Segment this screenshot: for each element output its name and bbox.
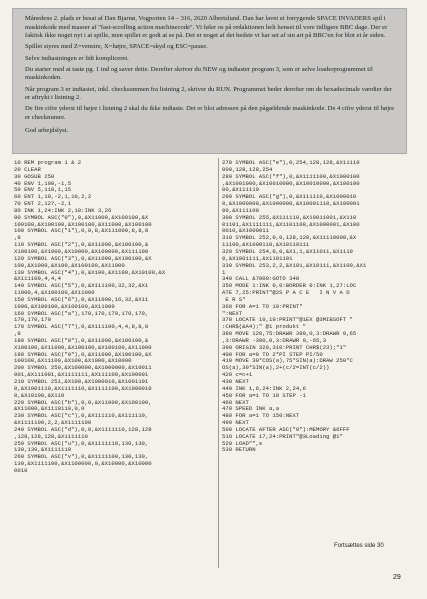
code-line: 210 SYMBOL 251,&X100,&X1000010,&X1001101 <box>14 378 149 385</box>
code-line: &X1111100,2,2,&X1111100 <box>14 419 92 427</box>
code-line: 350 MODE 1:INK 0,0:BORDER 0:INK 1,27:LOC <box>222 282 357 290</box>
code-line: 20 CLEAR <box>14 165 41 173</box>
code-line: 260 SYMBOL ASC("v"),0,&X1111100,130,130, <box>14 453 149 461</box>
code-line: 400 FOR a=0 TO 2*PI STEP PI/50 <box>222 350 323 358</box>
code-line: 0,&X1001110,&X1111110,&X1111100,&X1000010 <box>14 384 152 392</box>
code-line: 10 REM program 1 & 2 <box>14 159 82 166</box>
code-line: 290 SYMBOL ASC("g"),0,&X111110,&X1000010 <box>222 193 357 201</box>
column-divider <box>218 158 219 568</box>
code-line: &X111100,4,4,4 <box>14 275 61 283</box>
code-line: E R S" <box>222 295 246 303</box>
code-line: 420 c=c+1 <box>222 371 253 379</box>
code-line: ,8 <box>14 330 21 338</box>
listing-left-column <box>14 160 214 475</box>
code-line: 00,&X111110 <box>222 186 259 194</box>
code-line: 000,128,128,254 <box>222 165 273 173</box>
code-line: 160 SYMBOL ASC("a"),170,170,170,170,170, <box>14 309 149 317</box>
code-line: 410 MOVE 30*COS(a),75*SIN(a):DRAW 250*C <box>222 357 353 365</box>
code-line: 280 SYMBOL ASC("f"),0,&X1111100,&X1000100 <box>222 172 360 180</box>
code-line: 430 NEXT <box>222 378 249 385</box>
listing-right-column <box>222 160 422 454</box>
intro-paragraph: Selve indtastningen er lidt kompliceret. <box>25 54 129 62</box>
code-line: 360 FOR A=1 TO 19:PRINT" <box>222 302 303 310</box>
code-line: 240 SYMBOL ASC("d"),0,0,&X1111110,128,128 <box>14 425 152 433</box>
code-line: 330 SYMBOL 253,2,2,&X101,&X10111,&X1100,&X1 <box>222 261 367 269</box>
code-line: 320 SYMBOL 254,0,0,&X1,1,&X11011,&X1110 <box>222 247 353 255</box>
code-line: 0010 <box>14 466 28 474</box>
code-line: 100100,&X100100,&X100100,&X11000,&X100100 <box>14 220 152 228</box>
intro-box <box>12 8 407 154</box>
code-line: 220 SYMBOL ASC("b"),0,0,&X11000,&X100100, <box>14 398 152 406</box>
code-line: 60 ENT 1,10,-2,1,10,2,2 <box>14 193 92 201</box>
code-line: 0,&X1001111,&X1101101 <box>222 254 293 262</box>
code-line: 150 SYMBOL ASC("6"),0,&X11000,16,32,&X11 <box>14 295 149 303</box>
code-line: 370 LOCATE 10,19:PRINT"@1EX @3MIBSOFT " <box>222 316 353 324</box>
code-line: 480 FOR a=1 TO 150:NEXT <box>222 412 300 420</box>
code-line: 30 GOSUB 250 <box>14 172 55 180</box>
code-line: X100100,&X1000,&X10000,&X100000,&X111100 <box>14 247 149 255</box>
code-line: OS(a),30*SIN(a),2+(c/2=INT(c/2)) <box>222 364 330 372</box>
code-line: 100,&X1000,&X100,&X100100,&X11000 <box>14 261 125 269</box>
code-line: 230 SYMBOL ASC("c"),0,&X111110,&X111110, <box>14 412 149 420</box>
code-line: 100100,&X11100,&X100,&X1000,&X10000 <box>14 357 132 365</box>
intro-signoff: God arbejdslyst. <box>25 126 69 134</box>
code-line: 01101,&X1111111,&X1101100,&X1000001,&X100 <box>222 220 360 228</box>
code-line: 100 SYMBOL ASC("1"),0,8,8,&X111000,8,8,8 <box>14 227 149 235</box>
code-line: 11100,&X1000110,&X10110111 <box>222 241 310 249</box>
continues-note: Fortsættes side 30 <box>334 543 384 549</box>
code-line: 1000,&X100100,&X100100,&X11000 <box>14 302 115 310</box>
code-line: 450 FOR a=1 TO 10 STEP -1 <box>222 391 306 399</box>
code-line: 50 ENV 5,110,1,15 <box>14 186 72 194</box>
code-line: 200 SYMBOL 250,&X100000,&X1000000,&X10011 <box>14 364 152 372</box>
code-line: 190 SYMBOL ASC("9"),0,&X11000,&X100100,&X <box>14 350 152 358</box>
code-line: ,8 <box>14 234 21 242</box>
code-line: 90 SYMBOL ASC("0"),0,&X11000,&X100100,&X <box>14 213 149 221</box>
code-line: 1 <box>222 268 226 276</box>
code-line: 270 SYMBOL ASC("e"),0,254,128,128,&X11110 <box>222 159 360 166</box>
code-line: 80 INK 1,24:INK 2,18:INK 3,26 <box>14 206 112 214</box>
code-line: 500 LOCATE AFTER ASC("0"):MEMORY &6FFF <box>222 425 350 433</box>
code-line: 340 CALL &7000:GOTO 340 <box>222 275 300 283</box>
code-line: ,&X1001000,&X10010000,&X10010000,&X100100 <box>222 179 360 187</box>
intro-paragraph: Spillet styres med Z=venstre, X=højre, SPACE=skyd og ESC=pause. <box>25 43 208 51</box>
code-line: ATE 7,25:PRINT"@2S P A C E I N V A D <box>222 289 350 297</box>
code-line: 130 SYMBOL ASC("4"),0,&X100,&X1100,&X10100,&X <box>14 268 166 276</box>
code-line: X100100,&X11000,&X100100,&X100100,&X11000 <box>14 343 152 351</box>
code-line: 0010,&X1000011 <box>222 227 269 235</box>
intro-paragraph: Du starter med at taste pg. 1 ind og saver dette. Derefter skriver du NEW og indtaster program 3, som er selve loaderprogrammet til maskinkoden. <box>25 65 373 82</box>
code-line: 120 SYMBOL ASC("3"),0,&X11000,&X100100,&X <box>14 254 152 262</box>
intro-paragraph: De fire cifre yderst til højre i listning 2 skal du ikke indtaste. Det er blot adressen på den pågældende maskinkode. De 4 cifre yderst til højre er checknumre. <box>25 105 395 121</box>
code-line: 380 MOVE 120,75:DRAWR 390,0,3:DRAWR 0,65 <box>222 330 357 338</box>
code-line: :CHR$(&A4);" @1 produkt " <box>222 323 306 331</box>
code-line: 490 NEXT <box>222 419 249 427</box>
code-line: 0,&X1000000,&X1000000,&X10001110,&X100001 <box>222 200 360 208</box>
code-line: 470 SPEED INK a,a <box>222 405 280 413</box>
code-line: &X11000,&X1110110,0,0 <box>14 405 85 413</box>
code-line: 70 ENT 2,127,-2,1 <box>14 200 72 208</box>
code-line: 130,130,&X1111110 <box>14 446 72 454</box>
code-line: 110 SYMBOL ASC("2"),0,&X11000,&X100100,& <box>14 241 149 249</box>
code-line: 170,170,170 <box>14 316 51 324</box>
intro-paragraph: Når program 3 er indtastet, inkl. checksummen fra listning 2, skriver du RUN. Programmet beder derefter om de hexadecimale værdier der er aftrykt i listning 2. <box>25 85 392 102</box>
code-line: 510 LOCATE 17,24:PRINT"@3Loading @1" <box>222 432 343 440</box>
code-line: 00,&X111100 <box>222 206 259 214</box>
code-line: 460 NEXT <box>222 398 249 406</box>
code-line: 300 SYMBOL 255,&X111110,&X10011001,&X110 <box>222 213 357 221</box>
intro-paragraph: Månedens 2. plads er besat af Dan Bjarnø, Vogporten 14 – 316, 2620 Albertslund. Dan har lavet et forrygende SPACE INVADERS spil i maskinkode med masser af "fast-scrolling action machinecode". Vi føler os på redaktionen helt henset til vore tidligere BBC dage. Der er faktisk ikke noget nyt i at spille, men spillet er godt at se på. Det er noget af det bedste vi har set af sin art på BBC'en for blot et år siden. <box>25 15 388 40</box>
code-line: ,3:DRAWR -390,0,3:DRAWR 0,-65,3 <box>222 336 327 344</box>
code-line: 440 INK 1,6,24:INK 2,24,6 <box>222 384 306 392</box>
code-line: 390 ORIGIN 320,310:PRINT CHR$(23);"1" <box>222 343 347 351</box>
code-line: 520 LOAD"",s <box>222 439 263 447</box>
code-line: 250 SYMBOL ASC("u"),0,&X1111110,130,130, <box>14 439 149 447</box>
code-line: 40 ENV 1,100,-1,5 <box>14 179 72 187</box>
code-line: 530 RETURN <box>222 446 256 454</box>
page-number: 29 <box>393 574 401 581</box>
code-line: ,128,128,128,&X1111110 <box>14 432 88 440</box>
code-line: ":NEXT <box>222 309 243 317</box>
code-line: 001,&X111001,&X1111111,&X111100,&X100001 <box>14 371 149 379</box>
code-line: 170 SYMBOL ASC("7"),0,&X111100,4,4,8,8,8 <box>14 323 149 331</box>
code-line: 130,&X1111100,&X1100000,0,&X10000,&X10000 <box>14 460 152 468</box>
code-line: 140 SYMBOL ASC("5"),0,&X111100,32,32,&X1 <box>14 282 149 290</box>
code-line: 180 SYMBOL ASC("8"),0,&X11000,&X100100,& <box>14 336 149 344</box>
code-line: 0,&X10100,&X110 <box>14 391 65 399</box>
code-line: 11000,4,&X100100,&X11000 <box>14 289 95 297</box>
code-line: 310 SYMBOL 252,0,0,128,128,&X11110000,&X <box>222 234 357 242</box>
